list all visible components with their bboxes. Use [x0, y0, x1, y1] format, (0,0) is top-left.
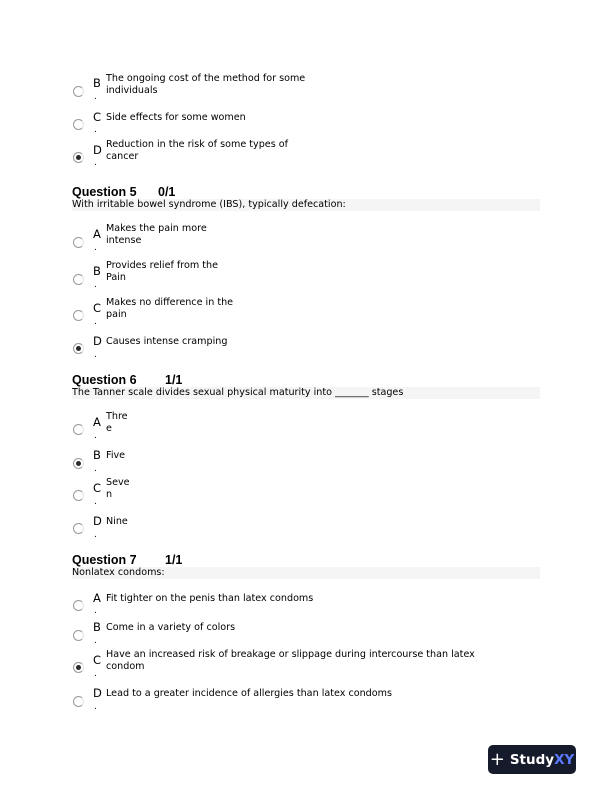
- option-letter: D: [93, 334, 102, 348]
- option-letter: B: [93, 448, 101, 462]
- radio-button[interactable]: [73, 490, 84, 501]
- option-text: Nine: [106, 516, 128, 527]
- radio-button[interactable]: [73, 630, 84, 641]
- option-text: Fit tighter on the penis than latex condoms: [106, 593, 314, 604]
- radio-button[interactable]: [73, 343, 84, 354]
- option-text: Five: [106, 450, 126, 461]
- option-letter-dot: .: [94, 530, 97, 540]
- option-letter: B: [93, 264, 101, 278]
- option-text: Come in a variety of colors: [106, 622, 236, 633]
- brand-name: Study: [509, 751, 555, 768]
- question-title: Question 6: [72, 373, 137, 387]
- option-text: Causes intense cramping: [106, 336, 228, 347]
- option-letter: D: [93, 686, 102, 700]
- option-letter: B: [93, 76, 101, 90]
- question-title: Question 5: [72, 185, 137, 199]
- option-letter-dot: .: [94, 158, 97, 168]
- option-text: Have an increased risk of breakage or slippage during intercourse than latex condom: [106, 649, 475, 672]
- option-letter: C: [93, 110, 102, 124]
- question-prompt: With irritable bowel syndrome (IBS), typically defecation:: [72, 199, 540, 211]
- option-letter-dot: .: [94, 606, 97, 616]
- option-text: The ongoing cost of the method for some individuals: [106, 73, 306, 96]
- radio-button[interactable]: [73, 152, 84, 163]
- option-letter-dot: .: [94, 350, 97, 360]
- option-text: Makes no difference in the pain: [106, 297, 234, 320]
- option-letter-dot: .: [94, 702, 97, 712]
- option-letter-dot: .: [94, 317, 97, 327]
- option-letter-dot: .: [94, 431, 97, 441]
- radio-button[interactable]: [73, 600, 84, 611]
- option-text: Three: [106, 411, 128, 434]
- option-text: Seven: [106, 477, 130, 500]
- radio-button[interactable]: [73, 696, 84, 707]
- radio-button[interactable]: [73, 237, 84, 248]
- brand-name-accent: XY: [554, 751, 575, 768]
- question-title: Question 7: [72, 553, 137, 567]
- radio-button[interactable]: [73, 424, 84, 435]
- option-text: Makes the pain more intense: [106, 223, 207, 246]
- option-text: Lead to a greater incidence of allergies than latex condoms: [106, 688, 392, 699]
- option-text: Provides relief from the Pain: [106, 260, 219, 283]
- question-score: 1/1: [165, 373, 183, 387]
- question-prompt: The Tanner scale divides sexual physical maturity into _______ stages: [72, 387, 540, 399]
- option-letter: C: [93, 301, 102, 315]
- option-letter: A: [93, 227, 101, 241]
- option-letter: A: [93, 591, 101, 605]
- radio-button[interactable]: [73, 310, 84, 321]
- option-letter-dot: .: [94, 92, 97, 102]
- option-letter-dot: .: [94, 243, 97, 253]
- question-prompt: Nonlatex condoms:: [72, 567, 540, 579]
- plus-icon: +: [489, 748, 505, 770]
- radio-button[interactable]: [73, 458, 84, 469]
- question-score: 1/1: [165, 553, 183, 567]
- radio-button[interactable]: [73, 662, 84, 673]
- radio-button[interactable]: [73, 523, 84, 534]
- option-letter-dot: .: [94, 669, 97, 679]
- option-letter: D: [93, 514, 102, 528]
- option-letter-dot: .: [94, 280, 97, 290]
- option-letter: B: [93, 620, 101, 634]
- option-letter: C: [93, 481, 102, 495]
- option-text: Reduction in the risk of some types of cancer: [106, 139, 288, 162]
- option-text: Side effects for some women: [106, 112, 246, 123]
- studyxy-logo[interactable]: [488, 745, 576, 774]
- radio-button[interactable]: [73, 86, 84, 97]
- option-letter-dot: .: [94, 125, 97, 135]
- option-letter-dot: .: [94, 497, 97, 507]
- option-letter-dot: .: [94, 636, 97, 646]
- option-letter: A: [93, 415, 101, 429]
- option-letter-dot: .: [94, 464, 97, 474]
- option-letter: D: [93, 143, 102, 157]
- radio-button[interactable]: [73, 274, 84, 285]
- option-letter: C: [93, 653, 102, 667]
- radio-button[interactable]: [73, 119, 84, 130]
- question-score: 0/1: [158, 185, 176, 199]
